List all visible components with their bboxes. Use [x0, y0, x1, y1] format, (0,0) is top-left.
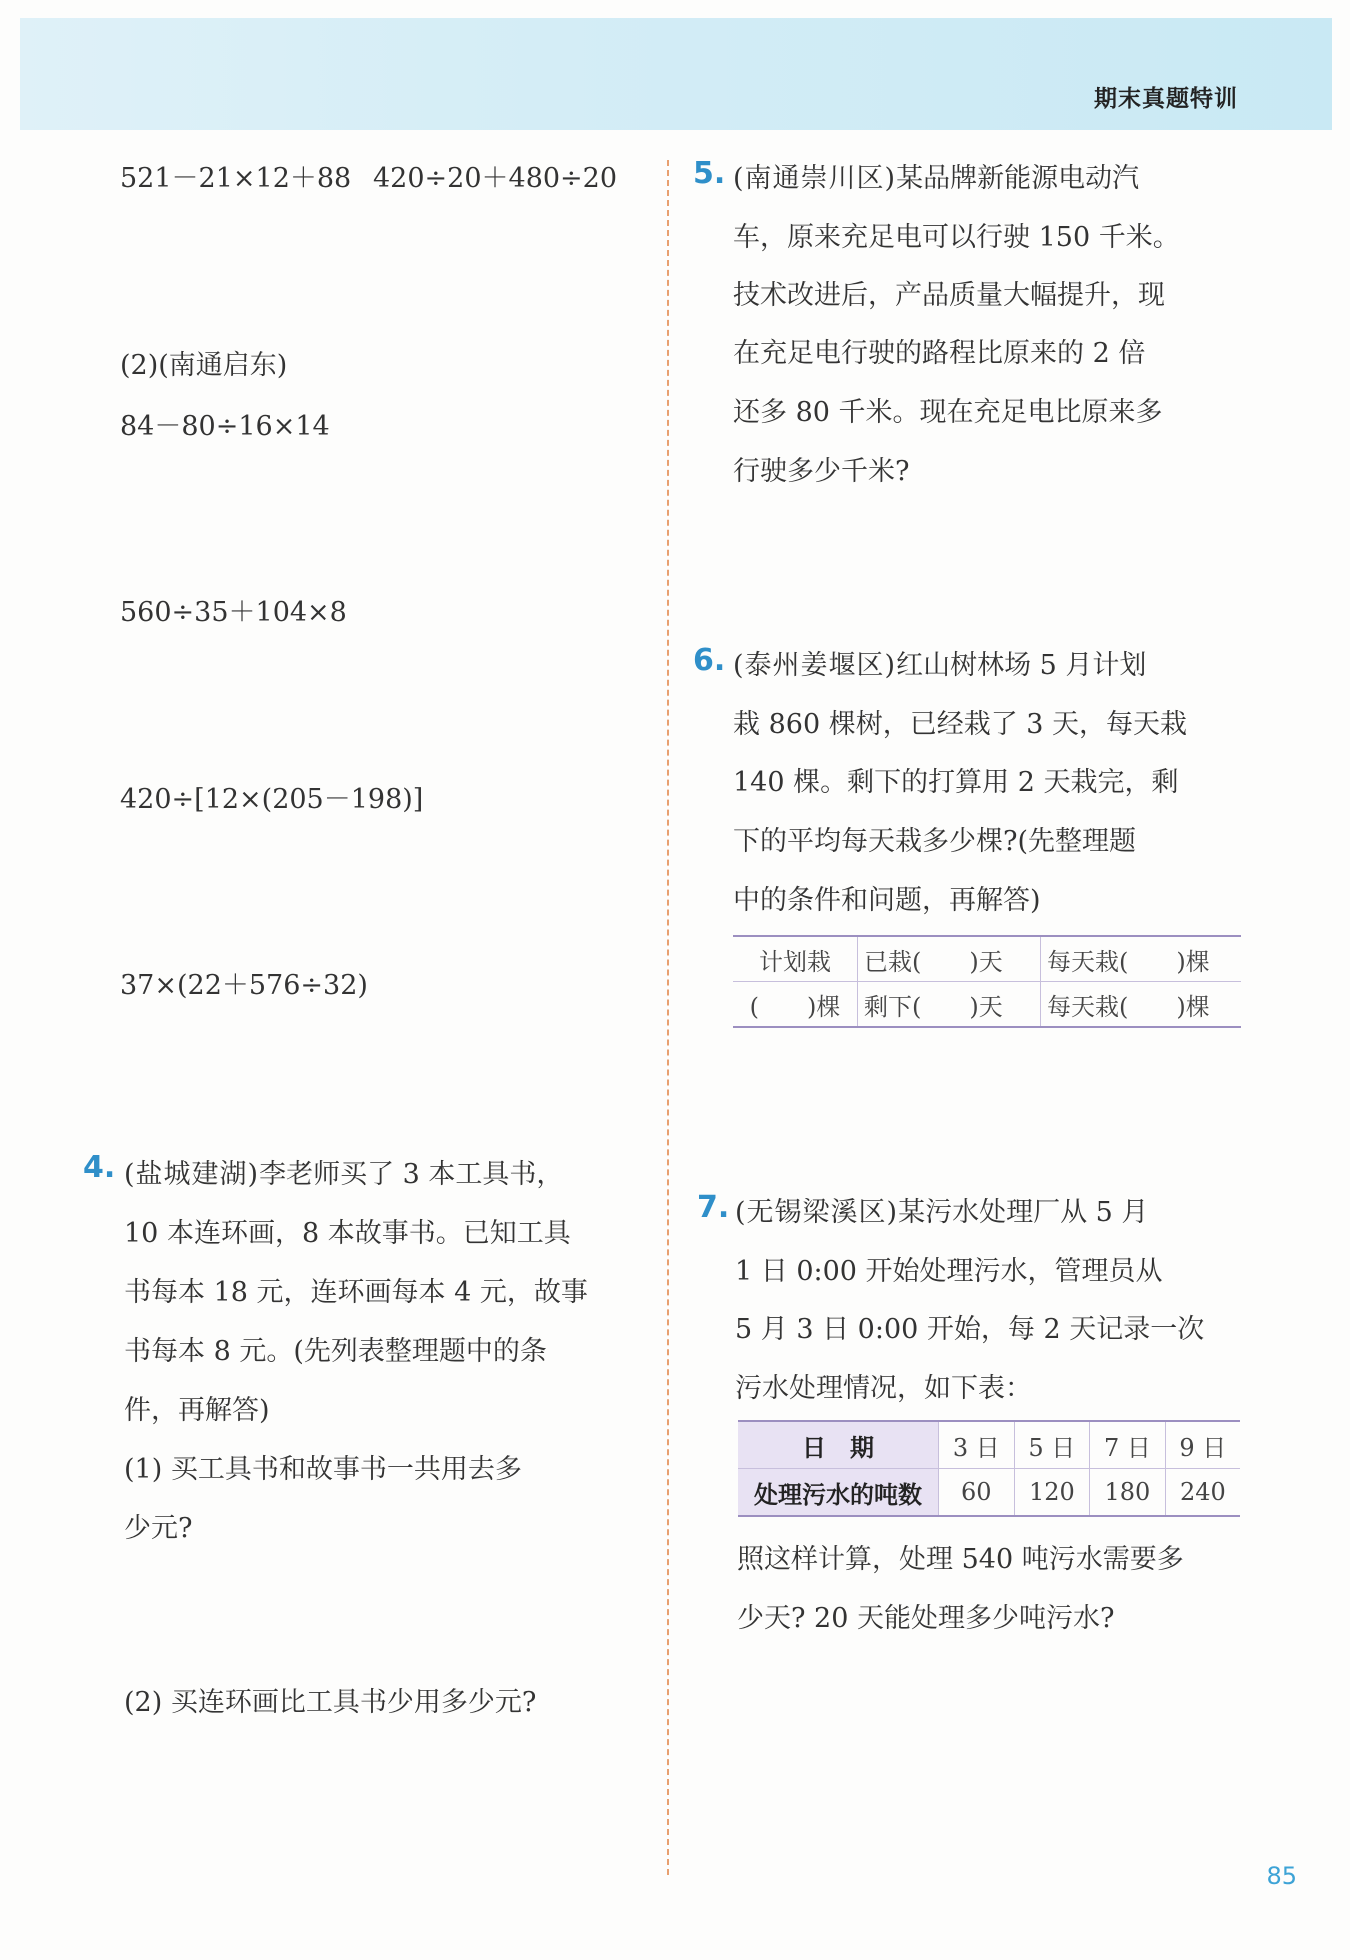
- planting-table: [733, 935, 1241, 1028]
- column-divider: [667, 160, 669, 1875]
- expression: 560÷35＋104×8: [120, 597, 347, 628]
- section-title: 期末真题特训: [1094, 86, 1238, 112]
- question-text: 书每本 18 元，连环画每本 4 元，故事: [124, 1277, 588, 1308]
- question-text: 污水处理情况，如下表：: [735, 1373, 1032, 1404]
- question-text: 在充足电行驶的路程比原来的 2 倍: [733, 338, 1146, 369]
- question-text: 红山树林场 5 月计划: [896, 650, 1147, 681]
- table-row: [733, 982, 1241, 1028]
- row-header-tons: 处理污水的吨数: [738, 1469, 939, 1517]
- expression: 84－80÷16×14: [120, 411, 330, 442]
- table-cell: 计划栽: [759, 947, 831, 976]
- header-band: [20, 18, 1332, 130]
- question-source: (南通崇川区): [733, 163, 897, 194]
- question-source: (无锡梁溪区): [735, 1197, 899, 1228]
- table-cell: 120: [1014, 1469, 1090, 1517]
- question-number: 4.: [83, 1150, 116, 1185]
- row-header-date: 日 期: [738, 1421, 939, 1469]
- question-text: 书每本 8 元。(先列表整理题中的条: [124, 1336, 547, 1367]
- question-source: (盐城建湖): [124, 1159, 260, 1190]
- table-row: [738, 1421, 1240, 1469]
- sub-question-1: (1) 买工具书和故事书一共用去多: [124, 1454, 522, 1485]
- table-cell: 已栽( )天: [858, 936, 1041, 982]
- page-number: 85: [1266, 1862, 1297, 1890]
- sub-question-1: 少元?: [124, 1513, 193, 1544]
- question-text: 栽 860 棵树，已经栽了 3 天，每天栽: [733, 709, 1188, 740]
- table-row: [738, 1469, 1240, 1517]
- question-4-first-line: [124, 1152, 563, 1191]
- question-text: 某污水处理厂从 5 月: [898, 1197, 1149, 1228]
- table-cell: 60: [939, 1469, 1015, 1517]
- question-source: (泰州姜堰区): [733, 650, 897, 681]
- question-text: 140 棵。剩下的打算用 2 天栽完，剩: [733, 767, 1179, 798]
- question-text: 10 本连环画，8 本故事书。已知工具: [124, 1218, 571, 1249]
- question-text: 技术改进后，产品质量大幅提升，现: [733, 280, 1165, 311]
- table-cell: 每天栽( )棵: [1041, 936, 1242, 982]
- sewage-table: [738, 1420, 1240, 1517]
- question-number: 7.: [697, 1190, 730, 1225]
- question-text: 李老师买了 3 本工具书，: [259, 1159, 564, 1190]
- table-cell: ( )棵: [733, 982, 858, 1028]
- table-cell: 5 日: [1014, 1421, 1090, 1469]
- question-7-first-line: [735, 1190, 1148, 1229]
- question-5-first-line: [733, 156, 1139, 195]
- question-text: 还多 80 千米。现在充足电比原来多: [733, 397, 1163, 428]
- expression: 521－21×12＋88: [120, 163, 352, 194]
- sub-question-2: (2) 买连环画比工具书少用多少元?: [124, 1687, 537, 1718]
- question-text: 车，原来充足电可以行驶 150 千米。: [733, 222, 1180, 253]
- question-number: 5.: [693, 156, 726, 191]
- question-text: 中的条件和问题，再解答): [733, 885, 1041, 916]
- question-6-first-line: [733, 643, 1146, 682]
- question-text: 照这样计算，处理 540 吨污水需要多: [737, 1544, 1184, 1575]
- question-text: 某品牌新能源电动汽: [896, 163, 1140, 194]
- expression: 420÷[12×(205－198)]: [120, 784, 424, 815]
- question-text: 下的平均每天栽多少棵?(先整理题: [733, 826, 1137, 857]
- table-cell: 剩下( )天: [858, 982, 1041, 1028]
- question-text: 件，再解答): [124, 1395, 270, 1426]
- question-text: 行驶多少千米?: [733, 456, 910, 487]
- table-cell: 7 日: [1090, 1421, 1166, 1469]
- table-cell: 9 日: [1165, 1421, 1240, 1469]
- question-number: 6.: [693, 643, 726, 678]
- table-cell: 180: [1090, 1469, 1166, 1517]
- table-cell: 240: [1165, 1469, 1240, 1517]
- question-text: 5 月 3 日 0:00 开始，每 2 天记录一次: [735, 1314, 1205, 1345]
- part-2-label: (2)(南通启东): [120, 350, 288, 381]
- table-row: [733, 936, 1241, 982]
- expression: 420÷20＋480÷20: [373, 163, 618, 194]
- expression: 37×(22＋576÷32): [120, 970, 368, 1001]
- table-cell: 每天栽( )棵: [1041, 982, 1242, 1028]
- question-text: 少天? 20 天能处理多少吨污水?: [737, 1603, 1115, 1634]
- question-text: 1 日 0:00 开始处理污水，管理员从: [735, 1256, 1163, 1287]
- table-cell: 3 日: [939, 1421, 1015, 1469]
